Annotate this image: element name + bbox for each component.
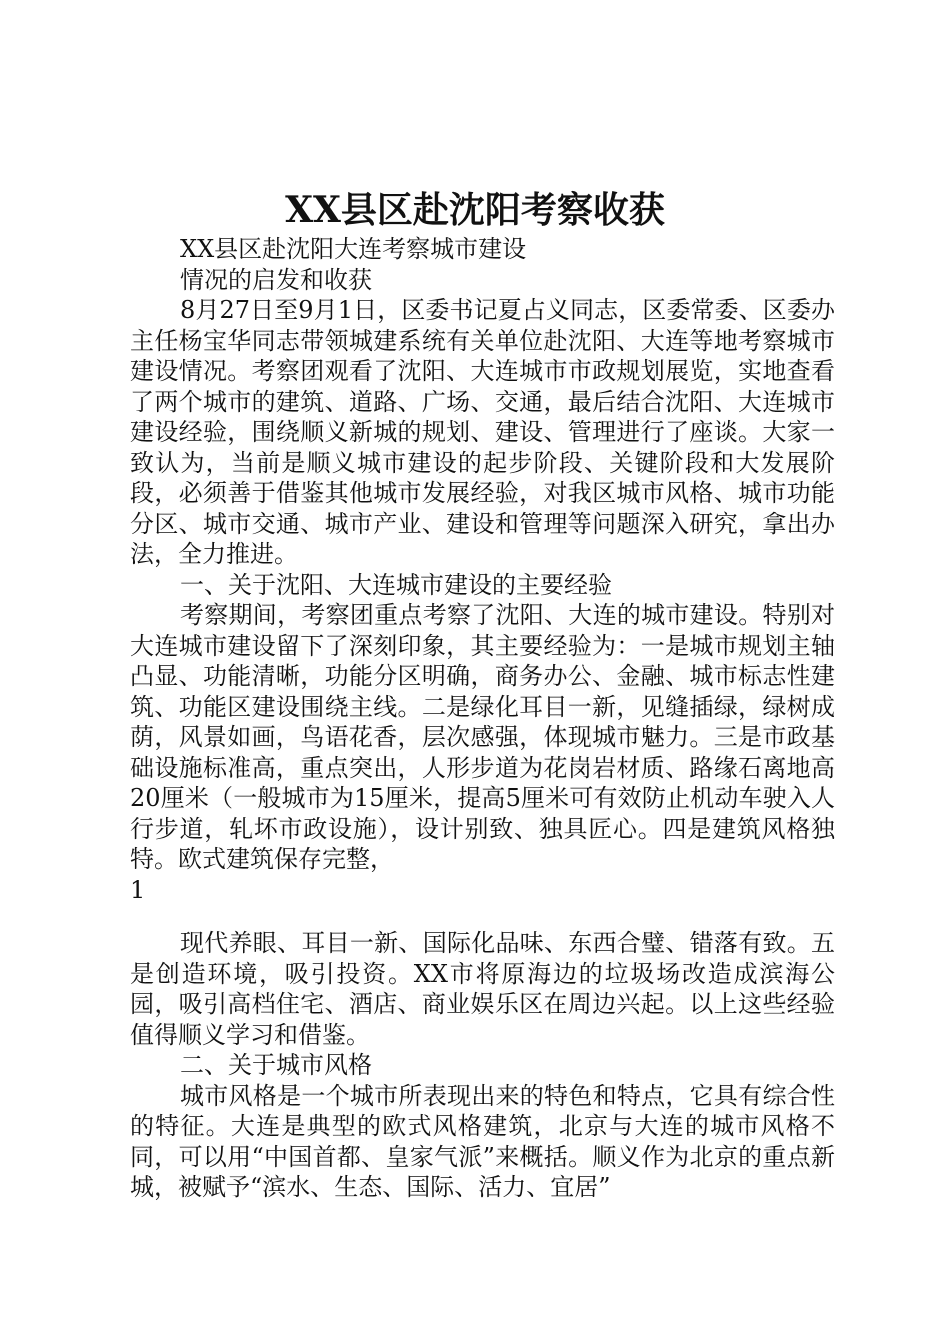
paragraph-1: 8月27日至9月1日，区委书记夏占义同志，区委常委、区委办主任杨宝华同志带领城建系统有关单位赴沈阳、大连等地考察城市建设情况。考察团观看了沈阳、大连城市市政规划展览，实地查看了两个城市的建筑、道路、广场、交通，最后结合沈阳、大连城市建设经验，围绕顺义新城的规划、建设、管理进行了座谈。大家一致认为，当前是顺义城市建设的起步阶段、关键阶段和大发展阶段，必须善于借鉴其他城市发展经验，对我区城市风格、城市功能分区、城市交通、城市产业、建设和管理等问题深入研究，拿出办法，全力推进。	[130, 296, 835, 568]
paragraph-4: 城市风格是一个城市所表现出来的特色和特点，它具有综合性的特征。大连是典型的欧式风格建筑，北京与大连的城市风格不同，可以用“中国首都、皇家气派”来概括。顺义作为北京的重点新城，被赋予“滨水、生态、国际、活力、宜居”	[130, 1081, 835, 1201]
document-title: XX县区赴沈阳考察收获	[285, 189, 665, 231]
document-body	[130, 234, 835, 1203]
paragraph-3: 现代养眼、耳目一新、国际化品味、东西合璧、错落有致。五是创造环境，吸引投资。XX市将原海边的垃圾场改造成滨海公园，吸引高档住宅、酒店、商业娱乐区在周边兴起。以上这些经验值得顺义学习和借鉴。	[130, 929, 835, 1049]
page-break	[130, 905, 835, 928]
intro-line-2: 情况的启发和收获	[180, 265, 372, 294]
intro-line-1: XX县区赴沈阳大连考察城市建设	[180, 235, 527, 263]
section-heading-2: 二、关于城市风格	[180, 1051, 372, 1079]
page-number: 1	[130, 875, 146, 904]
paragraph-2: 考察期间，考察团重点考察了沈阳、大连的城市建设。特别对大连城市建设留下了深刻印象，其主要经验为：一是城市规划主轴凸显、功能清晰，功能分区明确，商务办公、金融、城市标志性建筑、功能区建设围绕主线。二是绿化耳目一新，见缝插绿，绿树成荫，风景如画，鸟语花香，层次感强，体现城市魅力。三是市政基础设施标准高，重点突出，人形步道为花岗岩材质、路缘石离地高20厘米（一般城市为15厘米，提高5厘米可有效防止机动车驶入人行步道，轧坏市政设施），设计别致、独具匠心。四是建筑风格独特。欧式建筑保存完整，	[130, 601, 835, 873]
section-heading-1: 一、关于沈阳、大连城市建设的主要经验	[180, 570, 612, 599]
